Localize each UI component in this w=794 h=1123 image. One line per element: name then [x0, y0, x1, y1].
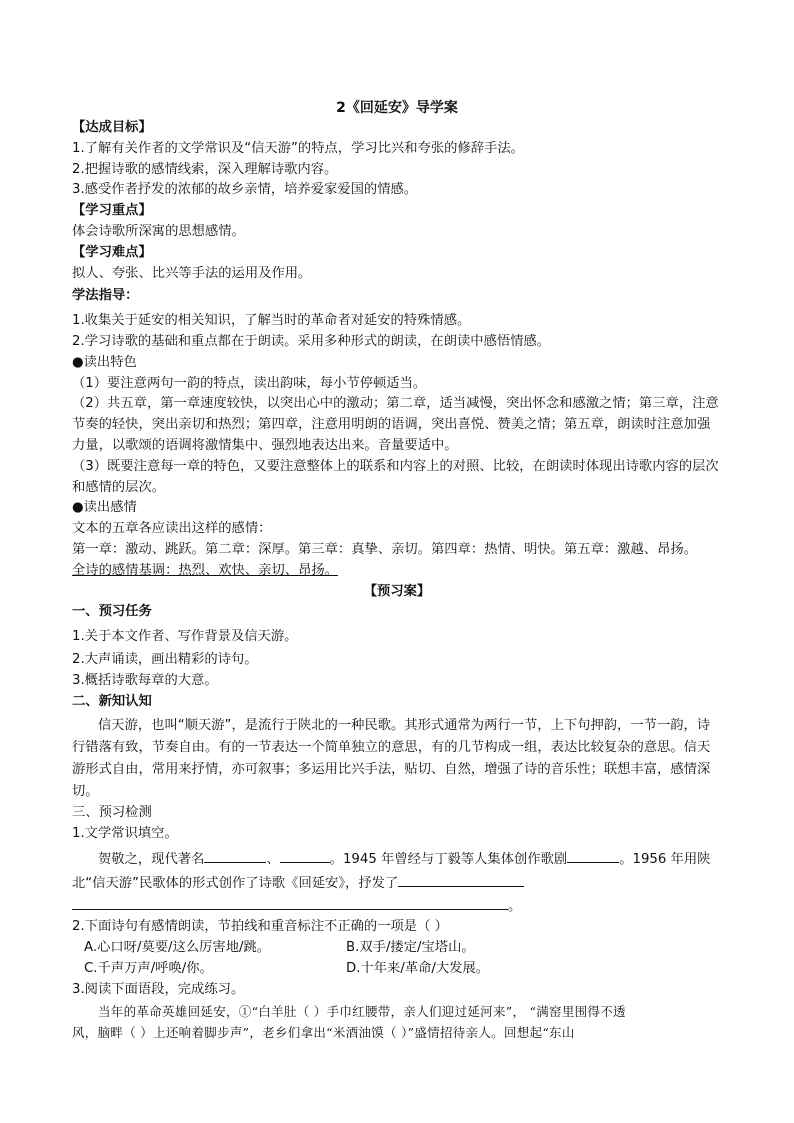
method-item-2: 2.学习诗歌的基础和重点都在于朗读。采用多种形式的朗读，在朗读中感悟情感。 [72, 333, 551, 349]
question-1-line-1 [72, 848, 722, 869]
blank-2[interactable] [280, 848, 330, 863]
task-item-1: 1.关于本文作者、写作背景及信天游。 [72, 629, 298, 645]
question-3-passage-line-2: 风，脑畔（ ）上还响着脚步声”，老乡们拿出“米酒油馍（ ）”盛情招待亲人。回想起“东山 [72, 1025, 575, 1041]
option-b[interactable]: B.双手/搂定/宝塔山。 [346, 940, 475, 956]
difficult-text: 拟人、夸张、比兴等手法的运用及作用。 [72, 265, 312, 281]
task-item-2: 2.大声诵读，画出精彩的诗句。 [72, 651, 258, 667]
blank-1[interactable] [204, 848, 266, 863]
question-2-options-row-1 [72, 938, 722, 959]
read-feature-3: （3）既要注意每一章的特色，又要注意整体上的联系和内容上的对照、比较，在朗读时体现出诗歌内容的层次和感情的层次。 [72, 458, 719, 495]
method-heading: 学法指导： [72, 288, 139, 304]
section-focus-heading: 【学习重点】 [72, 203, 152, 219]
emotion-chapters: 第一章：激动、跳跃。第二章：深厚。第三章：真挚、亲切。第四章：热情、明快。第五章：激越、昂扬。 [72, 541, 697, 557]
q1-text-e: 北“信天游”民歌体的形式创作了诗歌《回延安》，抒发了 [72, 875, 399, 891]
focus-text: 体会诗歌所深寓的思想感情。 [72, 223, 245, 239]
q1-text-end: 。 [508, 898, 522, 914]
read-feature-1: （1）要注意两句一韵的特点，读出韵味，每小节停顿适当。 [72, 375, 427, 391]
preview-heading: 【预习案】 [363, 583, 431, 599]
q1-text-a: 贺敬之，现代著名 [98, 851, 205, 867]
task-heading: 一、预习任务 [72, 604, 152, 620]
question-3-passage-line-1: 当年的革命英雄回延安，①“白羊肚（ ）手巾红腰带，亲人们迎过延河来”， “满窑里围得不透 [98, 1004, 626, 1020]
document-page [72, 98, 722, 1044]
emotion-base: 全诗的感情基调：热烈、欢快、亲切、昂扬。 [72, 562, 338, 578]
option-a[interactable]: A.心口呀/莫要/这么厉害地/跳。 [84, 940, 271, 956]
check-heading: 三、预习检测 [72, 805, 152, 821]
section-difficult-heading: 【学习难点】 [72, 244, 152, 260]
section-goals-heading: 【达成目标】 [72, 120, 152, 135]
goal-item-1: 1.了解有关作者的文学常识及“信天游”的特点，学习比兴和夸张的修辞手法。 [72, 140, 524, 156]
q1-text-b: 、 [266, 851, 280, 867]
blank-3[interactable] [567, 848, 619, 863]
read-feature-2: （2）共五章，第一章速度较快，以突出心中的激动；第二章，适当减慢，突出怀念和感激之情；第三章，注意节奏的轻快，突出亲切和热烈；第四章，注意用明朗的语调，突出喜悦、赞美之情；第五章，朗读时注意加强力量，以歌颂的语调将激情集中、强烈地表达出来。音量要适中。 [72, 396, 719, 453]
emotion-intro: 文本的五章各应读出这样的感情： [72, 521, 272, 537]
page-title: 2《回延安》导学案 [336, 100, 458, 116]
question-2: 2.下面诗句有感情朗读，节拍线和重音标注不正确的一项是（ ） [72, 919, 448, 935]
question-1-line-3 [72, 895, 722, 916]
new-knowledge-heading: 二、新知认知 [72, 693, 152, 709]
new-knowledge-paragraph: 信天游，也叫“顺天游”，是流行于陕北的一种民歌。其形式通常为两行一节，上下句押韵，一节一韵，诗行错落有致，节奏自由。有的一节表达一个简单独立的意思，有的几节构成一组，表达比较复杂的意思。信天游形式自由，常用来抒情，亦可叙事；多运用比兴手法，贴切、自然，增强了诗的音乐性；联想丰富，感情深切。 [72, 718, 711, 800]
method-item-1: 1.收集关于延安的相关知识，了解当时的革命者对延安的特殊情感。 [72, 313, 471, 329]
question-1: 1.文学常识填空。 [72, 826, 178, 842]
option-d[interactable]: D.十年来/革命/大发展。 [346, 960, 490, 976]
goal-item-2: 2.把握诗歌的感情线索，深入理解诗歌内容。 [72, 161, 338, 177]
read-feature-heading: ●读出特色 [72, 354, 137, 370]
question-1-line-2 [72, 872, 722, 893]
option-c[interactable]: C.千声万声/呼唤/你。 [84, 960, 213, 976]
read-emotion-heading: ●读出感情 [72, 500, 137, 516]
task-item-3: 3.概括诗歌每章的大意。 [72, 672, 218, 688]
blank-5[interactable] [72, 895, 508, 910]
q1-text-c: 。1945 年曾经与丁毅等人集体创作歌剧 [329, 851, 568, 867]
blank-4[interactable] [398, 872, 524, 887]
question-3: 3.阅读下面语段，完成练习。 [72, 981, 245, 997]
q1-text-d: 。1956 年用陕 [619, 851, 711, 867]
goal-item-3: 3.感受作者抒发的浓郁的故乡亲情，培养爱家爱国的情感。 [72, 182, 418, 198]
question-2-options-row-2 [72, 959, 722, 980]
